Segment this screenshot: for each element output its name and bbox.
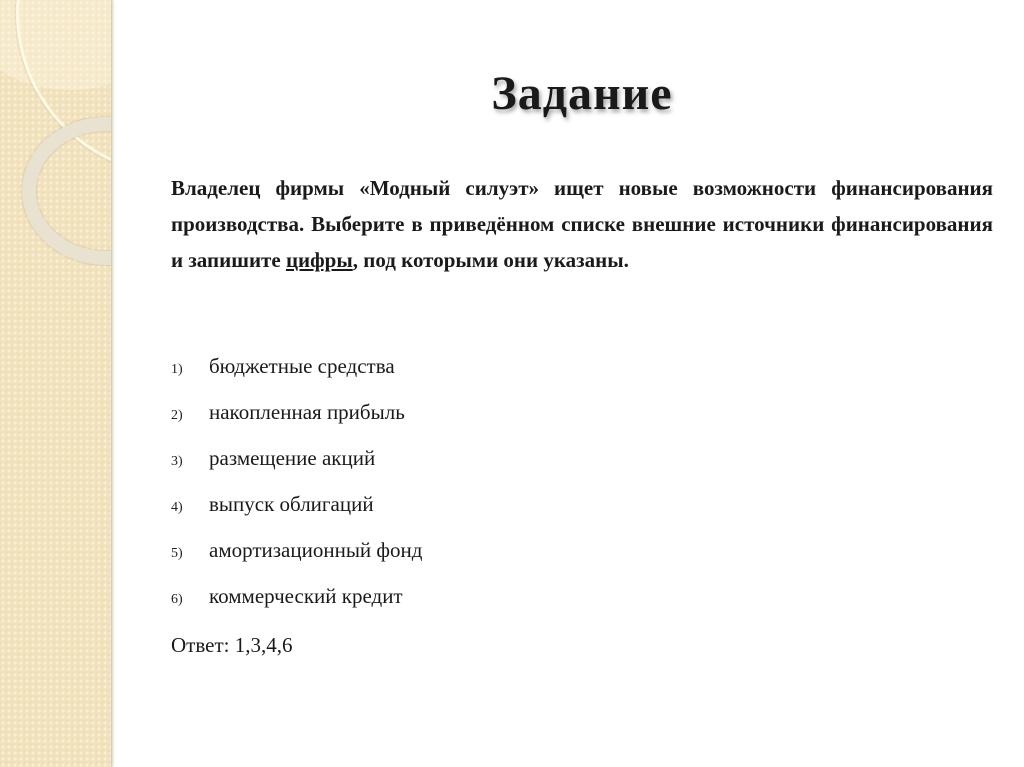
option-number: 4) [171,500,183,515]
option-number: 1) [171,362,183,377]
option-text: накопленная прибыль [209,400,405,424]
decorative-sidebar [0,0,111,767]
decorative-ring-icon [22,117,111,265]
list-item [171,446,993,492]
sidebar-edge-shadow [111,0,113,767]
list-item [171,584,993,630]
option-text: коммерческий кредит [209,584,403,608]
options-list [171,354,993,630]
task-underlined-word: цифры [285,248,353,272]
answer-line: Ответ: 1,3,4,6 [171,633,293,657]
list-item [171,400,993,446]
task-paragraph [171,170,993,278]
list-item [171,354,993,400]
option-text: выпуск облигаций [209,492,374,516]
option-number: 5) [171,546,183,561]
option-number: 6) [171,592,183,607]
slide-title: Задание [491,67,673,120]
option-number: 3) [171,454,183,469]
option-text: амортизационный фонд [209,538,423,562]
option-number: 2) [171,408,183,423]
task-text-before: Владелец фирмы «Модный силуэт» ищет новые возможности финансирования производства. Выберите в приведённом списке внешние источники финансирования и запишите [171,176,993,272]
list-item [171,492,993,538]
list-item [171,538,993,584]
option-text: размещение акций [209,446,376,470]
task-text-after: , под которыми они указаны. [352,248,629,272]
option-text: бюджетные средства [209,354,395,378]
